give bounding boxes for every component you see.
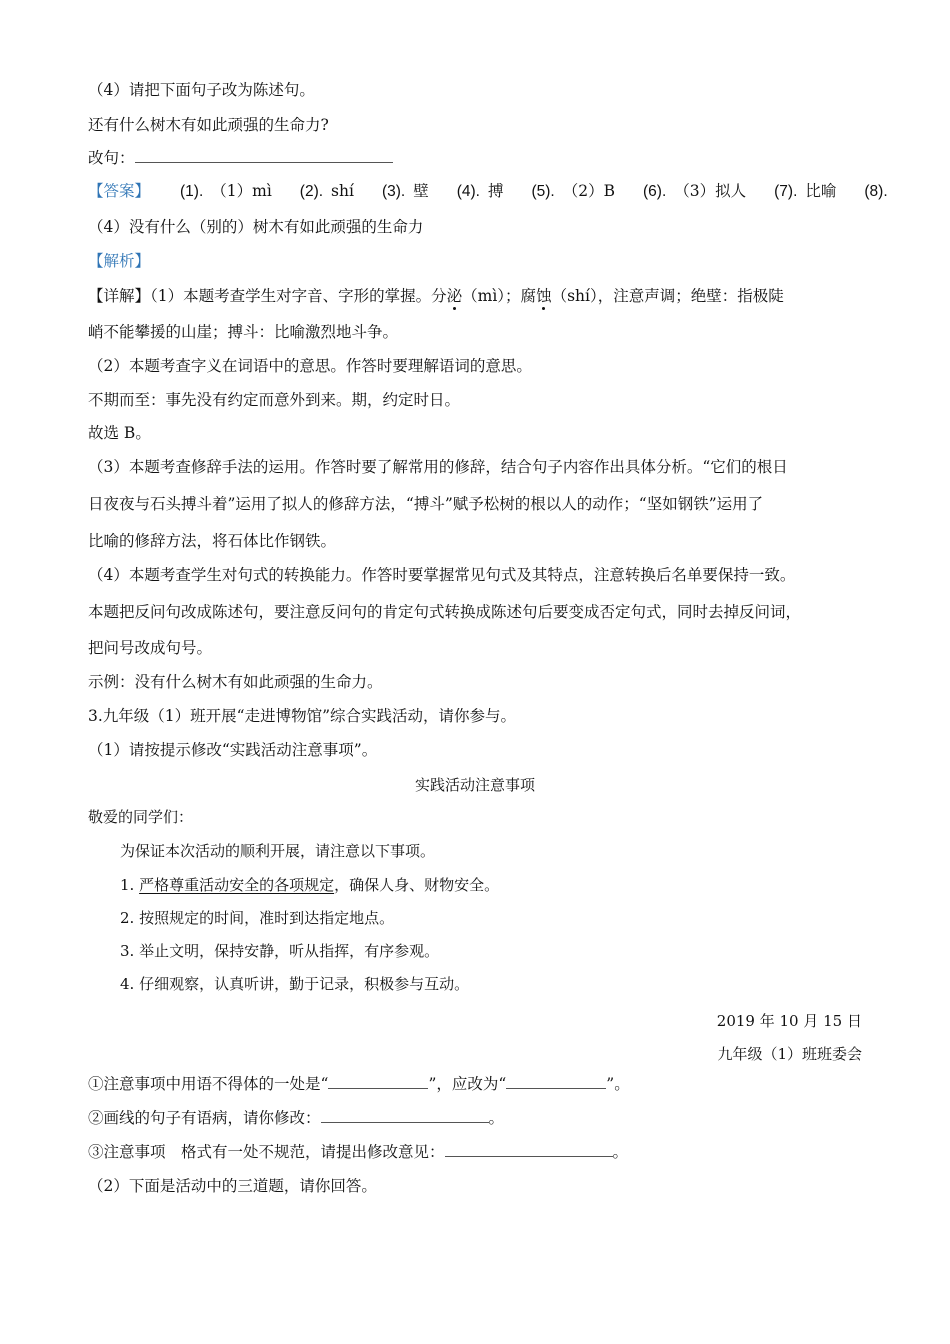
notice-signer: 九年级（1）班班委会 bbox=[717, 1045, 862, 1063]
answer-value: 比喻 bbox=[805, 182, 837, 200]
notice-item-2: 2. 按照规定的时间，准时到达指定地点。 bbox=[120, 909, 395, 927]
analysis-p2-b: 不期而至：事先没有约定而意外到来。期，约定时日。 bbox=[88, 391, 461, 409]
q4-rewrite-line bbox=[88, 148, 393, 168]
answer-value: shí bbox=[331, 182, 354, 200]
p1-text-c: （shí），注意声调；绝壁：指极陡 bbox=[551, 287, 784, 305]
qa1-blank-1[interactable] bbox=[328, 1074, 428, 1089]
answer-value: （2）B bbox=[562, 182, 615, 200]
answer-value: （1）mì bbox=[211, 182, 272, 200]
answer-number: (3). bbox=[381, 183, 406, 200]
analysis-p2-c: 故选 B。 bbox=[88, 424, 151, 442]
analysis-tag: 【解析】 bbox=[88, 252, 151, 270]
analysis-p4-l3: 把问号改成句号。 bbox=[88, 639, 213, 657]
notice-item-4: 4. 仔细观察，认真听讲，勤于记录，积极参与互动。 bbox=[120, 975, 470, 993]
analysis-p2: （2）本题考查字义在词语中的意思。作答时要理解语词的意思。 bbox=[88, 357, 532, 375]
analysis-p4-l4: 示例：没有什么树木有如此顽强的生命力。 bbox=[88, 673, 383, 691]
rewrite-label: 改句： bbox=[88, 149, 135, 167]
analysis-p4-l2: 本题把反问句改成陈述句，要注意反问句的肯定句式转换成陈述句后要变成否定句式，同时去掉反问词， bbox=[88, 603, 802, 621]
answer-number: (6). bbox=[643, 183, 667, 200]
qa3-text-a: ③注意事项 格式有一处不规范，请提出修改意见： bbox=[88, 1143, 445, 1161]
answer-value: 搏 bbox=[487, 182, 504, 200]
qa3-text-b: 。 bbox=[612, 1143, 629, 1161]
analysis-p1 bbox=[88, 286, 784, 306]
notice-item-3: 3. 举止文明，保持安静，听从指挥，有序参观。 bbox=[120, 942, 440, 960]
q3-sub1: （1）请按提示修改“实践活动注意事项”。 bbox=[88, 741, 378, 759]
answer-tag: 【答案】 bbox=[88, 182, 151, 200]
p1-char-mi: 泌 bbox=[446, 287, 463, 305]
answer-value: 壁 bbox=[413, 182, 429, 200]
item1-num: 1. bbox=[120, 876, 135, 894]
qa1-text-c: ”。 bbox=[606, 1075, 630, 1093]
item1-rest: ，确保人身、财物安全。 bbox=[334, 876, 500, 894]
analysis-p3-l3: 比喻的修辞方法，将石体比作钢铁。 bbox=[88, 532, 337, 550]
qa1-text-a: ①注意事项中用语不得体的一处是“ bbox=[88, 1075, 329, 1093]
qa3-blank[interactable] bbox=[445, 1142, 613, 1157]
underlined-sentence: 严格尊重活动安全的各项规定 bbox=[139, 876, 335, 894]
answer-number: (4). bbox=[456, 183, 480, 200]
analysis-p3-l2: 日夜夜与石头搏斗着”运用了拟人的修辞方法，“搏斗”赋予松树的根以人的动作；“坚如钢铁”运用了 bbox=[88, 495, 764, 513]
answer-number: (5). bbox=[531, 183, 555, 200]
notice-title: 实践活动注意事项 bbox=[414, 776, 535, 794]
q3-sub2: （2）下面是活动中的三道题，请你回答。 bbox=[88, 1177, 377, 1195]
notice-intro: 为保证本次活动的顺利开展，请注意以下事项。 bbox=[120, 842, 436, 860]
p1-char-shi: 蚀 bbox=[536, 287, 552, 305]
qa1-blank-2[interactable] bbox=[506, 1074, 606, 1089]
answer-line-2: （4）没有什么（别的）树木有如此顽强的生命力 bbox=[88, 218, 424, 236]
notice-greeting: 敬爱的同学们： bbox=[88, 808, 194, 826]
answer-items bbox=[150, 182, 888, 200]
rewrite-blank[interactable] bbox=[135, 148, 393, 163]
answer-number: (7). bbox=[774, 183, 798, 200]
q3-qa-3 bbox=[88, 1142, 628, 1162]
analysis-p1-line2: 峭不能攀援的山崖；搏斗：比喻激烈地斗争。 bbox=[88, 323, 399, 341]
answer-line bbox=[88, 181, 888, 202]
qa2-text-b: 。 bbox=[488, 1109, 505, 1127]
answer-number: (2). bbox=[299, 183, 324, 200]
answer-number: (1). bbox=[180, 183, 204, 200]
q4-sentence: 还有什么树木有如此顽强的生命力? bbox=[88, 116, 329, 134]
q4-prompt: （4）请把下面句子改为陈述句。 bbox=[88, 81, 315, 99]
qa2-blank[interactable] bbox=[321, 1108, 489, 1123]
answer-value: （3）拟人 bbox=[674, 182, 747, 200]
q3-title: 3.九年级（1）班开展“走进博物馆”综合实践活动，请你参与。 bbox=[88, 707, 517, 725]
qa2-text-a: ②画线的句子有语病，请你修改： bbox=[88, 1109, 321, 1127]
analysis-p3-l1: （3）本题考查修辞手法的运用。作答时要了解常用的修辞，结合句子内容作出具体分析。“它们的根日 bbox=[88, 458, 788, 476]
notice-item-1 bbox=[120, 875, 499, 895]
qa1-text-b: ”，应改为“ bbox=[428, 1075, 507, 1093]
q3-qa-2 bbox=[88, 1108, 504, 1128]
p1-text-a: （1）本题考查学生对字音、字形的掌握。分 bbox=[150, 287, 447, 305]
detail-tag: 【详解】 bbox=[88, 287, 151, 305]
answer-number: (8). bbox=[864, 183, 888, 200]
analysis-p4-l1: （4）本题考查学生对句式的转换能力。作答时要掌握常见句式及其特点，注意转换后名单要保持一致。 bbox=[88, 566, 796, 584]
notice-date: 2019 年 10 月 15 日 bbox=[716, 1012, 862, 1030]
p1-text-b: （mì）；腐 bbox=[462, 287, 537, 305]
q3-qa-1 bbox=[88, 1074, 630, 1094]
